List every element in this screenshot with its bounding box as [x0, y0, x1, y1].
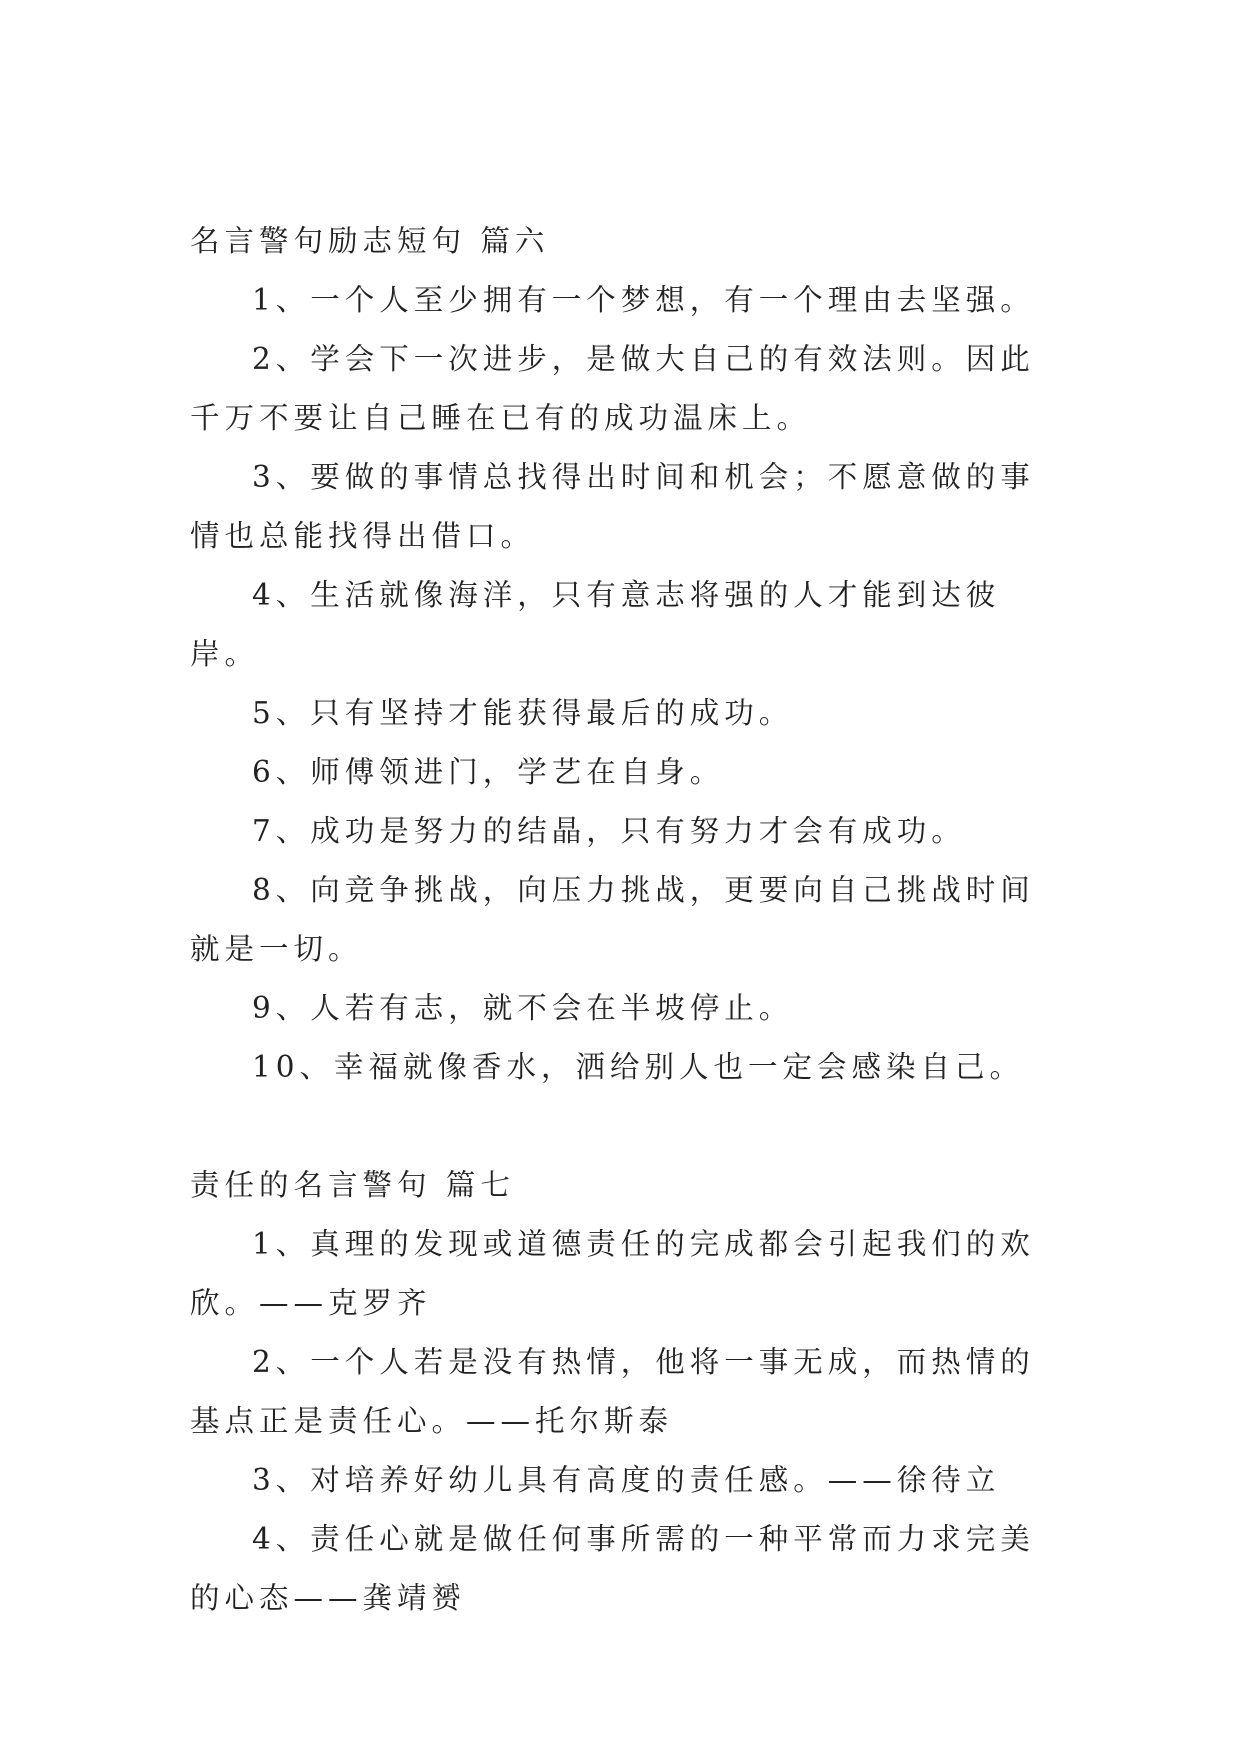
section-divider-space [190, 1097, 1060, 1156]
quote-item: 6、师傅领进门，学艺在自身。 [252, 755, 725, 789]
section-heading-6: 名言警句励志短句 篇六 [190, 224, 550, 258]
quote-item: 1、真理的发现或道德责任的完成都会引起我们的欢欣。——克罗齐 [190, 1227, 1035, 1320]
quote-item: 1、一个人至少拥有一个梦想，有一个理由去坚强。 [252, 283, 1035, 317]
quote-item: 7、成功是努力的结晶，只有努力才会有成功。 [252, 814, 966, 848]
section-heading-7: 责任的名言警句 篇七 [190, 1168, 515, 1202]
document-page [190, 212, 1060, 1628]
quote-item: 8、向竞争挑战，向压力挑战，更要向自己挑战时间就是一切。 [190, 873, 1035, 966]
quote-item: 5、只有坚持才能获得最后的成功。 [252, 696, 794, 730]
quote-item: 4、责任心就是做任何事所需的一种平常而力求完美的心态——龚靖赟 [190, 1522, 1035, 1615]
quote-item: 2、学会下一次进步，是做大自己的有效法则。因此千万不要让自己睡在已有的成功温床上。 [190, 342, 1035, 435]
quote-item: 9、人若有志，就不会在半坡停止。 [252, 991, 794, 1025]
quote-item: 4、生活就像海洋，只有意志将强的人才能到达彼岸。 [190, 578, 1001, 671]
quote-item: 3、要做的事情总找得出时间和机会；不愿意做的事情也总能找得出借口。 [190, 460, 1035, 553]
quote-item: 10、幸福就像香水，洒给别人也一定会感染自己。 [252, 1050, 1025, 1084]
quote-item: 3、对培养好幼儿具有高度的责任感。——徐待立 [252, 1463, 1001, 1497]
quote-item: 2、一个人若是没有热情，他将一事无成，而热情的基点正是责任心。——托尔斯泰 [190, 1345, 1035, 1438]
